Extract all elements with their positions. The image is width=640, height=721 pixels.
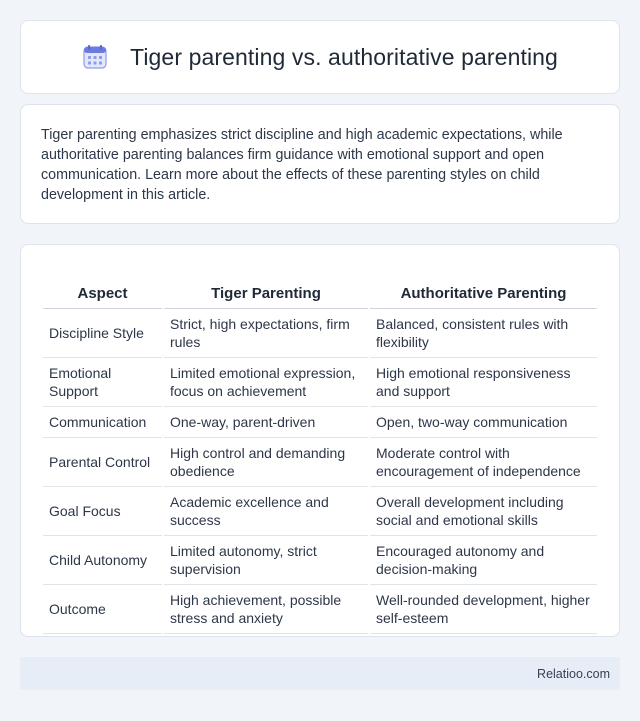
- table-row: [43, 487, 597, 536]
- table-row: [43, 309, 597, 358]
- authoritative-cell: Well-rounded development, higher self-esteem: [370, 585, 597, 634]
- table-row: [43, 585, 597, 634]
- title-card: [20, 20, 620, 94]
- table-header-row: [43, 265, 597, 309]
- authoritative-cell: Open, two-way communication: [370, 407, 597, 438]
- table-row: [43, 536, 597, 585]
- authoritative-cell: Moderate control with encouragement of independence: [370, 438, 597, 487]
- intro-card: [20, 104, 620, 224]
- column-header-authoritative: Authoritative Parenting: [370, 265, 597, 309]
- aspect-cell: Child Autonomy: [43, 536, 162, 585]
- tiger-cell: High control and demanding obedience: [164, 438, 368, 487]
- column-header-aspect: Aspect: [43, 265, 162, 309]
- intro-text: Tiger parenting emphasizes strict discipline and high academic expectations, while authoritative parenting balances firm guidance with emotional support and open communication. Learn more about the effects of these parenting styles on child development in this article.: [41, 127, 563, 203]
- table-row: [43, 407, 597, 438]
- aspect-cell: Emotional Support: [43, 358, 162, 407]
- tiger-cell: One-way, parent-driven: [164, 407, 368, 438]
- table-row: [43, 358, 597, 407]
- authoritative-cell: High emotional responsiveness and support: [370, 358, 597, 407]
- calendar-icon: [82, 44, 108, 70]
- aspect-cell: Parental Control: [43, 438, 162, 487]
- tiger-cell: Limited emotional expression, focus on achievement: [164, 358, 368, 407]
- page-title: Tiger parenting vs. authoritative parenting: [130, 43, 558, 70]
- footer: [20, 657, 620, 690]
- column-header-tiger: Tiger Parenting: [164, 265, 368, 309]
- aspect-cell: Discipline Style: [43, 309, 162, 358]
- footer-brand: Relatioo.com: [537, 666, 610, 681]
- aspect-cell: Outcome: [43, 585, 162, 634]
- authoritative-cell: Overall development including social and emotional skills: [370, 487, 597, 536]
- comparison-table: [41, 265, 599, 634]
- tiger-cell: Limited autonomy, strict supervision: [164, 536, 368, 585]
- aspect-cell: Communication: [43, 407, 162, 438]
- tiger-cell: High achievement, possible stress and anxiety: [164, 585, 368, 634]
- tiger-cell: Academic excellence and success: [164, 487, 368, 536]
- table-row: [43, 438, 597, 487]
- authoritative-cell: Balanced, consistent rules with flexibility: [370, 309, 597, 358]
- authoritative-cell: Encouraged autonomy and decision-making: [370, 536, 597, 585]
- aspect-cell: Goal Focus: [43, 487, 162, 536]
- tiger-cell: Strict, high expectations, firm rules: [164, 309, 368, 358]
- comparison-card: [20, 244, 620, 637]
